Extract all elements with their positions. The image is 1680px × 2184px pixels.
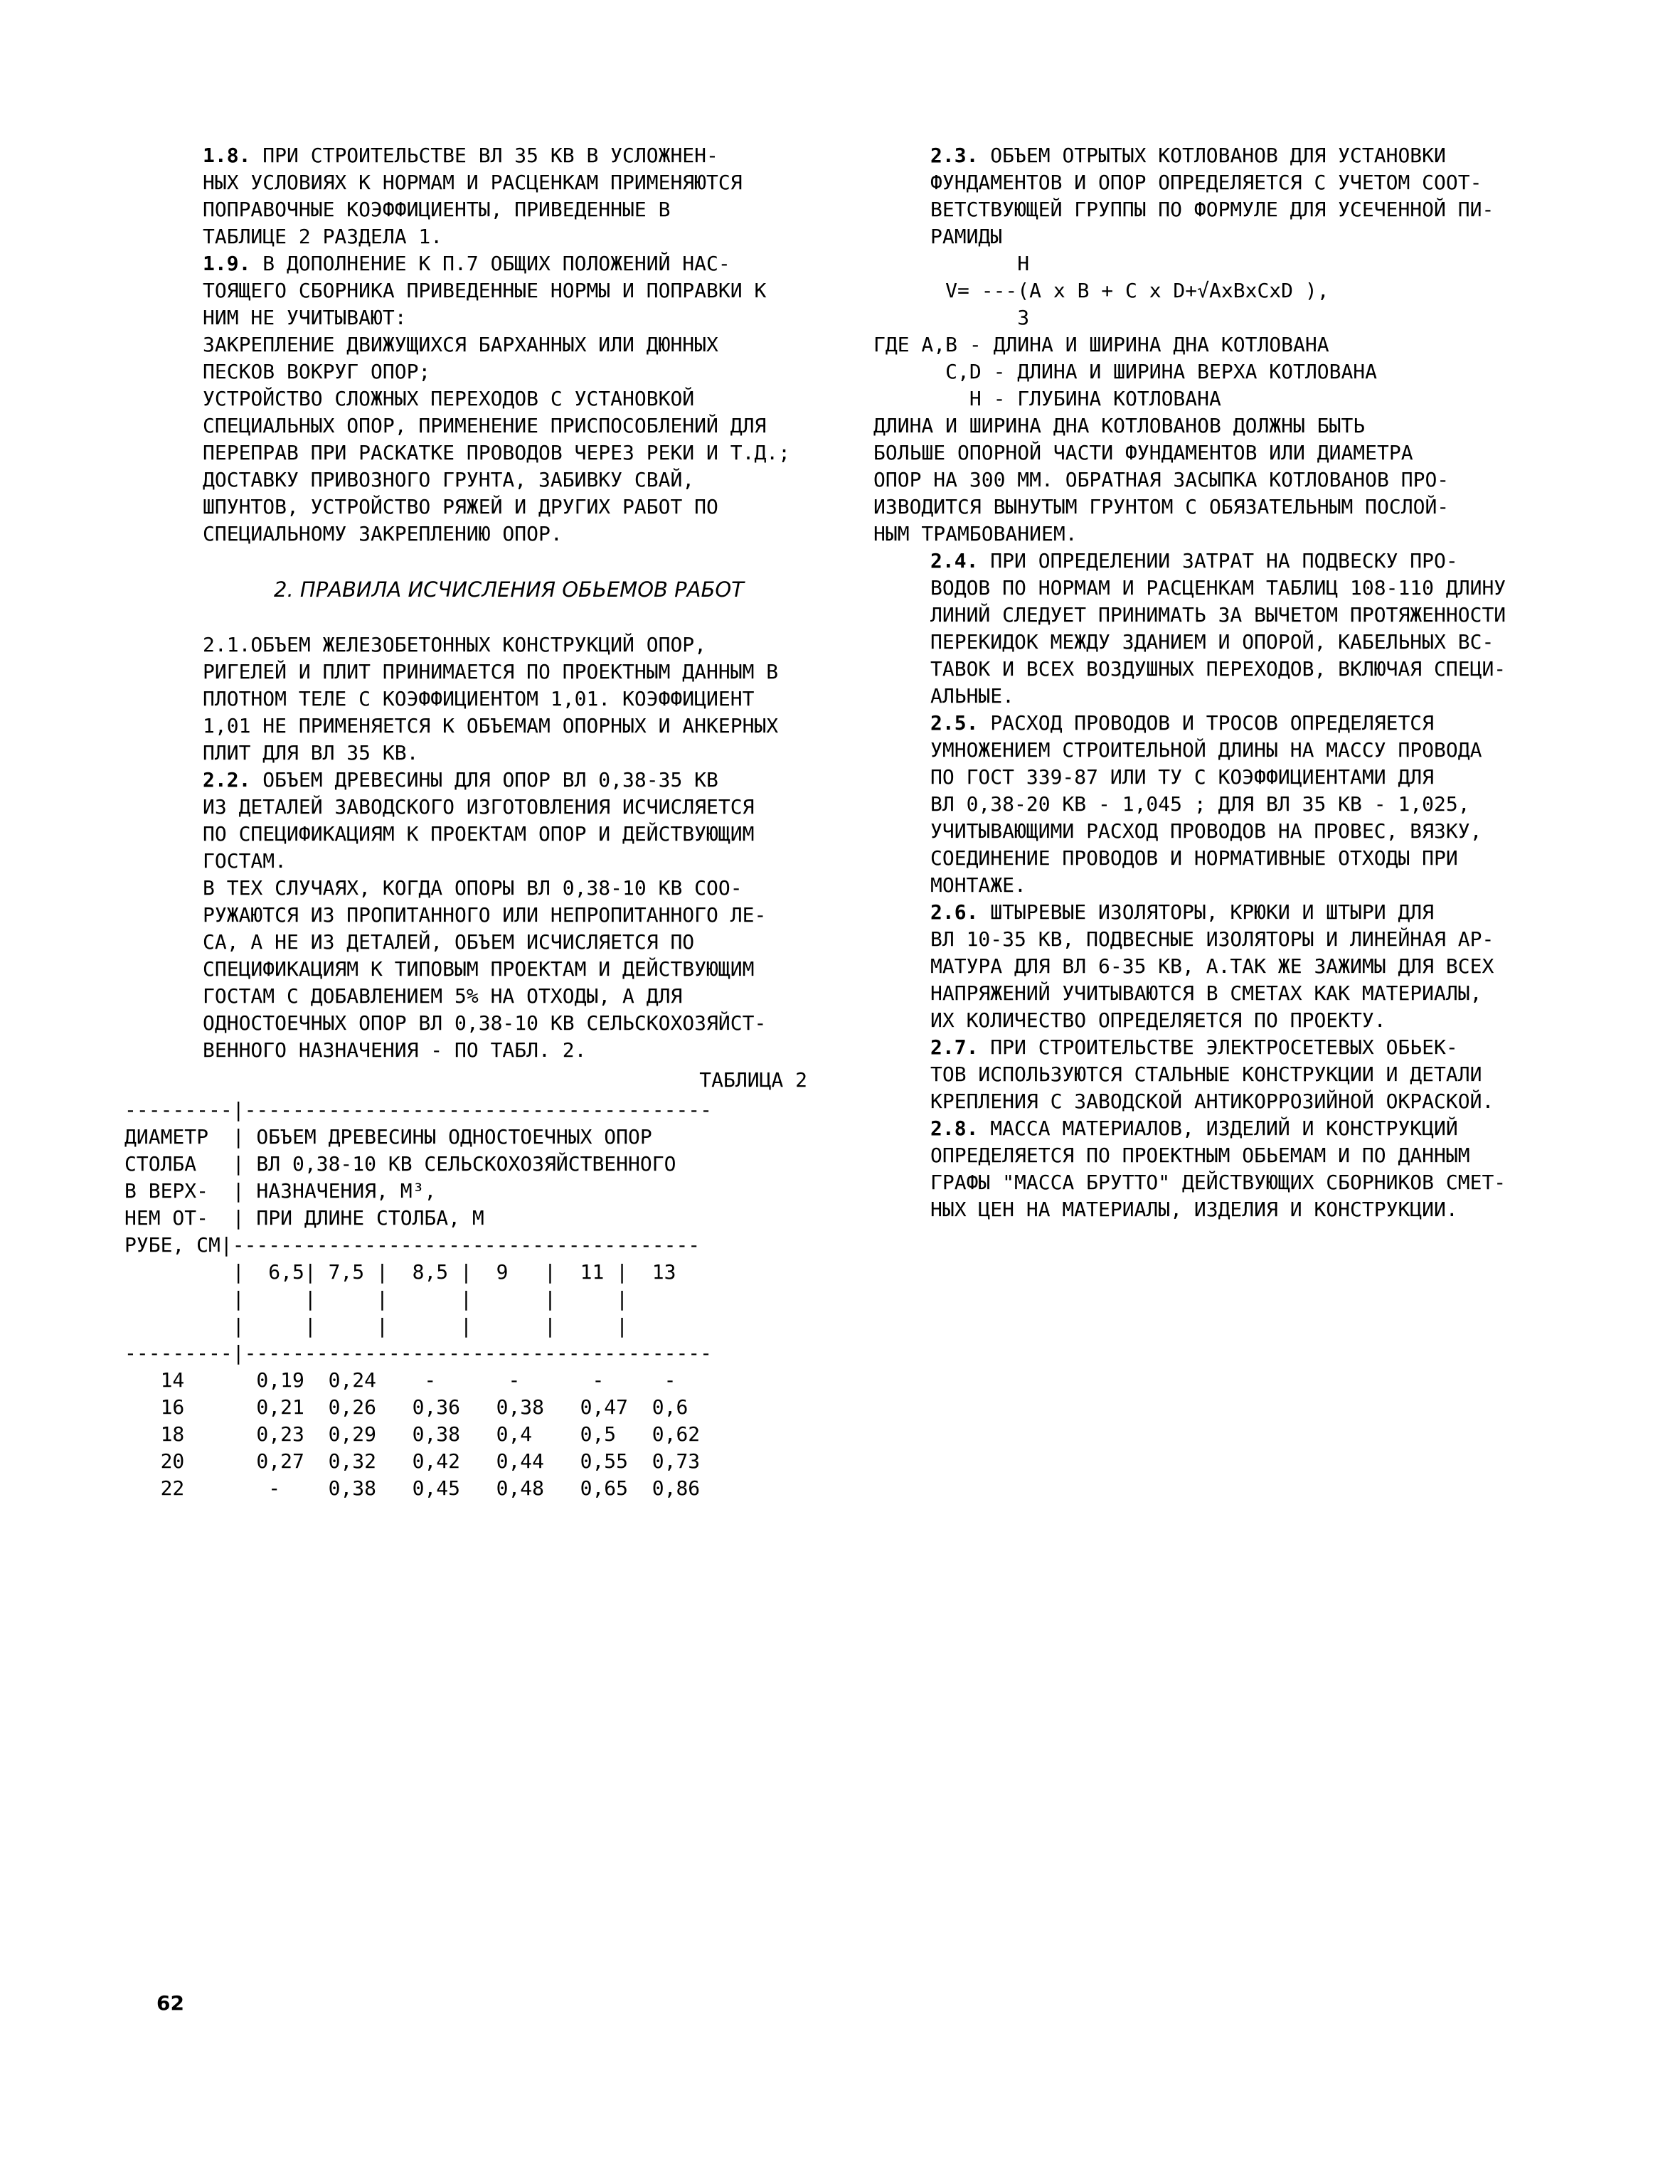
timber-volume-table: ---------|--------------------------------------- ДИАМЕТР | ОБЪЕМ ДРЕВЕСИНЫ ОДНОСТОЕЧНЫХ ОПОР СТОЛБА | ВЛ 0,38-10 КВ СЕЛЬСКОХОЗЯЙСТВЕННОГО В ВЕРХ- | НАЗНАЧЕНИЯ, М³, НЕМ ОТ- | ПРИ ДЛИНЕ СТОЛБА, М РУБЕ, СМ|--------------------------------------- | 6,5| 7,5 | 8,5 | 9 | 11 | 13 | | | | | | | | | | | | ---------|--------------------------------------- 14 0,19 0,24 - - - - 16 0,21 0,26 0,36 0,38 0,47 0,6 18 0,23 0,29 0,38 0,4 0,5 0,62 20 0,27 0,32 0,42 0,44 0,55 0,73 22 - 0,38 0,45 0,48 0,65 0,86 xyxy=(124,1098,713,1500)
para-number: 2.3. xyxy=(930,144,979,167)
paragraph-2-3 xyxy=(873,142,1585,250)
paragraph-2-4 xyxy=(873,548,1585,710)
paragraph-2-8 xyxy=(873,1115,1585,1223)
paragraph-1-9-c: ДОСТАВКУ ПРИВОЗНОГО ГРУНТА, ЗАБИВКУ СВАЙ, ШПУНТОВ, УСТРОЙСТВО РЯЖЕЙ И ДРУГИХ РАБОТ ПО СПЕЦИАЛЬНОМУ ЗАКРЕПЛЕНИЮ ОПОР. xyxy=(203,468,718,545)
para-number: 1.8. xyxy=(203,144,251,167)
para-number: 1.9. xyxy=(203,252,251,275)
para-text: ОБЪЕМ ДРЕВЕСИНЫ ДЛЯ ОПОР ВЛ 0,38-35 КВ ИЗ ДЕТАЛЕЙ ЗАВОДСКОГО ИЗГОТОВЛЕНИЯ ИСЧИСЛЯЕТСЯ ПО СПЕЦИФИКАЦИЯМ К ПРОЕКТАМ ОПОР И ДЕЙСТВУЮЩИМ ГОСТАМ. xyxy=(203,768,755,873)
paragraph-1-9-a: ЗАКРЕПЛЕНИЕ ДВИЖУЩИХСЯ БАРХАННЫХ ИЛИ ДЮННЫХ ПЕСКОВ ВОКРУГ ОПОР; xyxy=(203,333,718,383)
para-number: 2.6. xyxy=(930,900,979,924)
para-text: РАСХОД ПРОВОДОВ И ТРОСОВ ОПРЕДЕЛЯЕТСЯ УМНОЖЕНИЕМ СТРОИТЕЛЬНОЙ ДЛИНЫ НА МАССУ ПРОВОДА ПО ГОСТ 339-87 ИЛИ ТУ С КОЭФФИЦИЕНТАМИ ДЛЯ ВЛ 0,38-20 КВ - 1,045 ; ДЛЯ ВЛ 35 КВ - 1,025, УЧИТЫВАЮЩИМИ РАСХОД ПРОВОДОВ НА ПРОВЕС, ВЯЗКУ, СОЕДИНЕНИЕ ПРОВОДОВ И НОРМАТИВНЫЕ ОТХОДЫ ПРИ МОНТАЖЕ. xyxy=(930,711,1482,897)
paragraph-2-6 xyxy=(873,899,1585,1034)
left-column xyxy=(124,142,857,1502)
para-text: ШТЫРЕВЫЕ ИЗОЛЯТОРЫ, КРЮКИ И ШТЫРИ ДЛЯ ВЛ 10-35 КВ, ПОДВЕСНЫЕ ИЗОЛЯТОРЫ И ЛИНЕЙНАЯ АР- МАТУРА ДЛЯ ВЛ 6-35 КВ, А.ТАК ЖЕ ЗАЖИМЫ ДЛЯ ВСЕХ НАПРЯЖЕНИЙ УЧИТЫВАЮТСЯ В СМЕТАХ КАК МАТЕРИАЛЫ, ИХ КОЛИЧЕСТВО ОПРЕДЕЛЯЕТСЯ ПО ПРОЕКТУ. xyxy=(930,900,1494,1032)
para-text: ОБЪЕМ ОТРЫТЫХ КОТЛОВАНОВ ДЛЯ УСТАНОВКИ ФУНДАМЕНТОВ И ОПОР ОПРЕДЕЛЯЕТСЯ С УЧЕТОМ СООТ- ВЕТСТВУЮЩЕЙ ГРУППЫ ПО ФОРМУЛЕ ДЛЯ УСЕЧЕННОЙ ПИ- РАМИДЫ xyxy=(930,144,1494,248)
para-text: МАССА МАТЕРИАЛОВ, ИЗДЕЛИЙ И КОНСТРУКЦИЙ ОПРЕДЕЛЯЕТСЯ ПО ПРОЕКТНЫМ ОБЬЕМАМ И ПО ДАННЫМ ГРАФЫ "МАССА БРУТТО" ДЕЙСТВУЮЩИХ СБОРНИКОВ СМЕТ- НЫХ ЦЕН НА МАТЕРИАЛЫ, ИЗДЕЛИЯ И КОНСТРУКЦИИ. xyxy=(930,1117,1506,1221)
paragraph-2-7 xyxy=(873,1034,1585,1115)
section-heading: 2. ПРАВИЛА ИСЧИСЛЕНИЯ ОБЬЕМОВ РАБОТ xyxy=(274,577,744,602)
right-column xyxy=(873,142,1585,1223)
para-number: 2.8. xyxy=(930,1117,979,1140)
para-number: 2.5. xyxy=(930,711,979,735)
formula-legend: ГДЕ A,B - ДЛИНА И ШИРИНА ДНА КОТЛОВАНА C,D - ДЛИНА И ШИРИНА ВЕРХА КОТЛОВАНА H - ГЛУБИНА КОТЛОВАНА xyxy=(873,333,1378,410)
paragraph-1-9-b: УСТРОЙСТВО СЛОЖНЫХ ПЕРЕХОДОВ С УСТАНОВКОЙ СПЕЦИАЛЬНЫХ ОПОР, ПРИМЕНЕНИЕ ПРИСПОСОБЛЕНИЙ ДЛЯ ПЕРЕПРАВ ПРИ РАСКАТКЕ ПРОВОДОВ ЧЕРЕЗ РЕКИ И Т.Д.; xyxy=(203,387,791,464)
paragraph-2-2 xyxy=(146,767,857,875)
para-text: ПРИ СТРОИТЕЛЬСТВЕ ВЛ 35 КВ В УСЛОЖНЕН- НЫХ УСЛОВИЯХ К НОРМАМ И РАСЦЕНКАМ ПРИМЕНЯЮТСЯ ПОПРАВОЧНЫЕ КОЭФФИЦИЕНТЫ, ПРИВЕДЕННЫЕ В ТАБЛИЦЕ 2 РАЗДЕЛА 1. xyxy=(203,144,743,248)
paragraph-2-5 xyxy=(873,710,1585,899)
table-caption: ТАБЛИЦА 2 xyxy=(699,1068,807,1092)
para-text: ПРИ СТРОИТЕЛЬСТВЕ ЭЛЕКТРОСЕТЕВЫХ ОБЬЕК- ТОВ ИСПОЛЬЗУЮТСЯ СТАЛЬНЫЕ КОНСТРУКЦИИ И ДЕТАЛИ КРЕПЛЕНИЯ С ЗАВОДСКОЙ АНТИКОРРОЗИЙНОЙ ОКРАСКОЙ. xyxy=(930,1035,1494,1113)
pyramid-formula: H V= ---(A x B + C x D+√AxBxCxD ), 3 xyxy=(945,252,1329,329)
paragraph-2-1: 2.1.ОБЪЕМ ЖЕЛЕЗОБЕТОННЫХ КОНСТРУКЦИЙ ОПОР, РИГЕЛЕЙ И ПЛИТ ПРИНИМАЕТСЯ ПО ПРОЕКТНЫМ ДАННЫМ В ПЛОТНОМ ТЕЛЕ С КОЭФФИЦИЕНТОМ 1,01. КОЭФФИЦИЕНТ 1,01 НЕ ПРИМЕНЯЕТСЯ К ОБЪЕМАМ ОПОРНЫХ И АНКЕРНЫХ ПЛИТ ДЛЯ ВЛ 35 КВ. xyxy=(203,633,779,765)
para-text: ПРИ ОПРЕДЕЛЕНИИ ЗАТРАТ НА ПОДВЕСКУ ПРО- ВОДОВ ПО НОРМАМ И РАСЦЕНКАМ ТАБЛИЦ 108-110 ДЛИНУ ЛИНИЙ СЛЕДУЕТ ПРИНИМАТЬ ЗА ВЫЧЕТОМ ПРОТЯЖЕННОСТИ ПЕРЕКИДОК МЕЖДУ ЗДАНИЕМ И ОПОРОЙ, КАБЕЛЬНЫХ ВС- ТАВОК И ВСЕХ ВОЗДУШНЫХ ПЕРЕХОДОВ, ВКЛЮЧАЯ СПЕЦИ- АЛЬНЫЕ. xyxy=(930,549,1506,708)
page-number: 62 xyxy=(156,1991,184,2015)
para-number: 2.7. xyxy=(930,1035,979,1059)
paragraph-1-8 xyxy=(146,142,857,250)
para-number: 2.4. xyxy=(930,549,979,572)
para-number: 2.2. xyxy=(203,768,251,792)
paragraph-1-9 xyxy=(146,250,857,331)
paragraph-2-3-c: ДЛИНА И ШИРИНА ДНА КОТЛОВАНОВ ДОЛЖНЫ БЫТЬ БОЛЬШЕ ОПОРНОЙ ЧАСТИ ФУНДАМЕНТОВ ИЛИ ДИАМЕТРА ОПОР НА 300 ММ. ОБРАТНАЯ ЗАСЫПКА КОТЛОВАНОВ ПРО- ИЗВОДИТСЯ ВЫНУТЫМ ГРУНТОМ С ОБЯЗАТЕЛЬНЫМ ПОСЛОЙ- НЫМ ТРАМБОВАНИЕМ. xyxy=(873,414,1450,545)
paragraph-2-2-b: В ТЕХ СЛУЧАЯХ, КОГДА ОПОРЫ ВЛ 0,38-10 КВ СОО- РУЖАЮТСЯ ИЗ ПРОПИТАННОГО ИЛИ НЕПРОПИТАННОГО ЛЕ- СА, А НЕ ИЗ ДЕТАЛЕЙ, ОБЪЕМ ИСЧИСЛЯЕТСЯ ПО СПЕЦИФИКАЦИЯМ К ТИПОВЫМ ПРОЕКТАМ И ДЕЙСТВУЮЩИМ ГОСТАМ С ДОБАВЛЕНИЕМ 5% НА ОТХОДЫ, А ДЛЯ ОДНОСТОЕЧНЫХ ОПОР ВЛ 0,38-10 КВ СЕЛЬСКОХОЗЯЙСТ- ВЕННОГО НАЗНАЧЕНИЯ - ПО ТАБЛ. 2. xyxy=(203,876,767,1062)
para-text: В ДОПОЛНЕНИЕ К П.7 ОБЩИХ ПОЛОЖЕНИЙ НАС- ТОЯЩЕГО СБОРНИКА ПРИВЕДЕННЫЕ НОРМЫ И ПОПРАВКИ К НИМ НЕ УЧИТЫВАЮТ: xyxy=(203,252,767,329)
